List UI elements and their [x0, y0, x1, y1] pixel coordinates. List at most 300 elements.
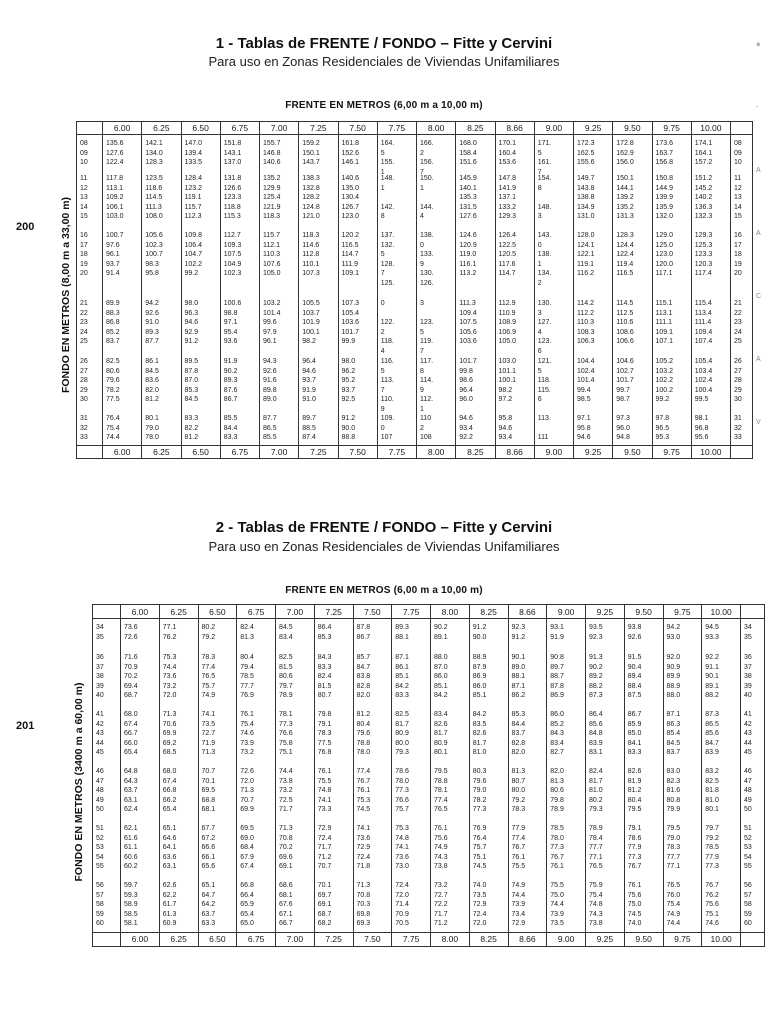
value-group: 142.1 134.0 128.3 — [145, 140, 163, 167]
value-group: 131.8 126.6 123.3 118.8 115.3 — [223, 175, 242, 221]
frente-header-cell: 7.00 — [276, 605, 315, 619]
value-group: 87.8 86.7 — [356, 624, 371, 641]
value-group: 80.2 79.2 — [201, 624, 216, 641]
frente-header-cell: 8.25 — [469, 932, 508, 946]
value-group: 78.5 78.0 77.3 76.7 76.1 — [550, 825, 564, 871]
corner-cell — [77, 122, 103, 135]
frente-header-cell: 7.75 — [392, 605, 431, 619]
frente-header-cell: 7.50 — [338, 122, 377, 135]
value-group: 110 2 108 — [420, 415, 432, 442]
frente-header-cell: 8.66 — [495, 122, 534, 135]
fondo-group: 08 09 10 — [80, 140, 88, 167]
frente-header-cell: 9.00 — [534, 122, 573, 135]
value-group: 76.7 76.2 75.6 75.1 74.6 — [705, 882, 719, 928]
value-group: 74.4 73.8 73.2 72.5 71.7 — [279, 768, 293, 814]
frente-header-cell: 8.00 — [431, 605, 470, 619]
value-group: 120.2 116.5 114.7 111.9 109.1 — [341, 232, 360, 278]
value-group: 70.1 69.7 69.1 68.7 68.2 — [317, 882, 332, 928]
fondo-group: 56 57 58 59 60 — [744, 882, 752, 928]
value-group: 172.8 162.9 156.0 — [616, 140, 634, 167]
frente-header-cell: 6.50 — [198, 605, 237, 619]
frente-header-cell: 9.00 — [547, 605, 586, 619]
table-body-row — [77, 135, 753, 446]
value-group: 111.3 109.4 107.5 105.6 103.6 — [459, 300, 477, 346]
value-group: 107.3 105.4 103.6 101.7 99.9 — [341, 300, 360, 346]
frente-header-cell: 7.75 — [377, 122, 416, 135]
value-group: 104.6 102.7 101.7 99.7 98.7 — [616, 358, 634, 404]
corner-cell — [731, 122, 753, 135]
value-group: 88.0 87.0 86.0 85.1 84.2 — [434, 654, 448, 700]
frente-header-cell: 7.25 — [314, 932, 353, 946]
fondo-column — [93, 619, 121, 933]
table-1-subtitle: Para uso en Zonas Residenciales de Viviendas Unifamiliares — [208, 54, 560, 69]
frente-header-cell: 9.75 — [652, 122, 691, 135]
value-group: 117.8 113.1 109.2 106.1 103.0 — [106, 175, 124, 221]
value-column — [377, 135, 416, 446]
value-column — [508, 619, 547, 933]
frente-header-cell: 8.66 — [495, 445, 534, 458]
edge-mark: A — [756, 230, 761, 237]
frente-header-cell: 6.00 — [103, 122, 142, 135]
value-group: 82.5 81.7 80.9 80.0 79.3 — [395, 711, 409, 757]
corner-cell — [741, 932, 765, 946]
value-group: 87.7 86.5 85.5 — [263, 415, 277, 442]
value-group: 115.1 113.1 111.1 109.1 107.1 — [655, 300, 674, 346]
frente-header-cell: 7.00 — [260, 122, 299, 135]
frente-header-row — [93, 605, 765, 619]
value-group: 168.0 158.4 151.6 — [459, 140, 477, 167]
value-group: 101.7 99.8 98.6 96.4 96.0 — [459, 358, 477, 404]
value-group: 113. 111 — [537, 415, 551, 442]
value-column — [299, 135, 338, 446]
edge-mark: A — [756, 356, 761, 363]
value-group: 65.1 64.7 64.2 63.7 63.3 — [201, 882, 216, 928]
value-group: 84.5 83.4 — [279, 624, 293, 641]
value-group: 91.2 90.0 — [472, 624, 487, 641]
value-group: 109.8 106.4 104.7 102.2 99.2 — [184, 232, 203, 278]
table-1-title: 1 - Tablas de FRENTE / FONDO – Fitte y Cervini — [215, 35, 553, 52]
frente-header-cell: 9.50 — [613, 445, 652, 458]
value-group: 114.5 112.5 110.6 108.6 106.6 — [616, 300, 634, 346]
value-group: 76.9 76.4 75.7 75.1 74.5 — [472, 825, 487, 871]
value-group: 123.5 118.6 114.5 111.3 108.0 — [145, 175, 163, 221]
value-group: 112.7 109.3 107.5 104.9 102.3 — [223, 232, 242, 278]
value-group: 171. 5 161. 7 — [537, 140, 552, 176]
value-group: 97.3 96.0 94.8 — [616, 415, 630, 442]
value-group: 68.6 68.1 67.6 67.1 66.7 — [279, 882, 293, 928]
fondo-column — [77, 135, 103, 446]
value-group: 91.2 90.0 88.8 — [341, 415, 356, 442]
fondo-column — [731, 135, 753, 446]
value-group: 109. 0 107 — [380, 415, 395, 442]
value-group: 82.5 81.5 80.6 79.7 78.9 — [279, 654, 293, 700]
value-group: 76.1 75.6 74.9 74.3 73.8 — [434, 825, 448, 871]
value-column — [624, 619, 663, 933]
frente-header-cell: 9.75 — [652, 445, 691, 458]
value-group: 138. 0 133. 9 130. 126. — [420, 232, 434, 287]
value-group: 80.3 79.6 79.0 78.2 77.3 — [472, 768, 487, 814]
value-group: 62.1 61.6 61.1 60.6 60.2 — [124, 825, 138, 871]
value-group: 75.9 75.4 74.8 74.3 73.8 — [589, 882, 603, 928]
value-group: 150.1 144.1 139.2 135.2 131.3 — [616, 175, 634, 221]
table-2-subtitle: Para uso en Zonas Residenciales de Viviendas Unifamiliares — [208, 539, 560, 554]
fondo-group: 51 52 53 54 55 — [744, 825, 752, 871]
value-column — [276, 619, 315, 933]
value-group: 74.1 73.5 72.7 71.9 71.3 — [201, 711, 216, 757]
value-group: 129.0 125.0 123.0 120.0 117.1 — [655, 232, 674, 278]
frente-header-cell: 9.75 — [663, 932, 702, 946]
frente-header-cell: 9.25 — [574, 122, 613, 135]
value-group: 74.1 73.6 72.9 72.4 71.8 — [356, 825, 371, 871]
value-group: 71.3 70.8 70.3 69.8 69.3 — [356, 882, 371, 928]
fondo-group: 31 32 33 — [80, 415, 88, 442]
value-group: 76.4 75.4 74.4 — [106, 415, 120, 442]
value-group: 3 123. 5 119. 7 — [420, 300, 434, 355]
value-group: 128.3 124.4 122.4 119.4 116.5 — [616, 232, 634, 278]
frente-header-cell: 9.25 — [586, 932, 625, 946]
table-1-frente-fondo — [76, 121, 753, 459]
value-group: 126.4 122.5 120.5 117.6 114.7 — [498, 232, 517, 278]
value-group: 87.1 86.3 85.4 84.5 83.7 — [666, 711, 681, 757]
frente-header-cell: 6.75 — [220, 445, 259, 458]
value-column — [103, 135, 142, 446]
fondo-group: 51 52 53 54 55 — [96, 825, 104, 871]
frente-header-cell: 9.50 — [613, 122, 652, 135]
value-group: 103.0 101.1 100.1 98.2 97.2 — [498, 358, 517, 404]
frente-header-cell: 10.00 — [702, 932, 741, 946]
value-group: 170.1 160.4 153.6 — [498, 140, 517, 167]
value-group: 94.2 93.0 — [666, 624, 681, 641]
frente-header-cell: 6.00 — [121, 605, 160, 619]
value-group: 148. 1 142. 8 — [380, 175, 395, 221]
frente-header-cell: 6.25 — [159, 932, 198, 946]
value-group: 149.7 143.8 138.8 134.9 131.0 — [577, 175, 595, 221]
frente-header-cell: 6.75 — [220, 122, 259, 135]
value-column — [392, 619, 431, 933]
fondo-group: 34 35 — [744, 624, 752, 641]
value-group: 82.4 81.3 — [240, 624, 254, 641]
frente-header-cell: 9.25 — [574, 445, 613, 458]
fondo-group: 41 42 43 44 45 — [744, 711, 752, 757]
frente-header-cell: 7.25 — [299, 445, 338, 458]
value-group: 96.4 94.6 93.7 91.9 91.0 — [302, 358, 316, 404]
frente-header-cell: 7.50 — [338, 445, 377, 458]
value-group: 150. 1 144. 4 — [420, 175, 434, 221]
value-group: 78.3 77.4 76.5 75.7 74.9 — [201, 654, 216, 700]
frente-header-cell: 10.00 — [691, 445, 730, 458]
value-column — [613, 135, 652, 446]
value-group: 73.2 72.7 72.2 71.7 71.2 — [434, 882, 448, 928]
edge-mark: - — [756, 104, 759, 111]
fondo-group: 36 37 38 39 40 — [96, 654, 104, 700]
value-column — [181, 135, 220, 446]
value-group: 84.2 83.5 82.6 81.7 81.0 — [472, 711, 487, 757]
value-group: 117. 8 114. 9 112. 1 — [420, 358, 434, 413]
frente-header-cell: 7.00 — [260, 445, 299, 458]
value-group: 93.5 92.3 — [589, 624, 603, 641]
fondo-group: 46 47 48 49 50 — [96, 768, 104, 814]
frente-header-cell: 6.25 — [159, 605, 198, 619]
frente-header-cell: 8.66 — [508, 605, 547, 619]
value-group: 97.1 95.8 94.6 — [577, 415, 591, 442]
page-edge-marks — [756, 38, 768, 479]
fondo-group: 08 09 10 — [734, 140, 742, 167]
frente-header-cell: 8.25 — [469, 605, 508, 619]
value-column — [469, 619, 508, 933]
fondo-group: 36 37 38 39 40 — [744, 654, 752, 700]
frente-header-cell: 10.00 — [691, 122, 730, 135]
value-group: 66.8 66.4 65.9 65.4 65.0 — [240, 882, 254, 928]
value-group: 147.8 141.9 137.1 133.2 129.3 — [498, 175, 517, 221]
corner-cell — [93, 605, 121, 619]
frente-header-cell: 9.50 — [624, 605, 663, 619]
table-2-frente-fondo — [92, 604, 765, 947]
value-group: 121. 5 118. 115. 6 — [537, 358, 552, 404]
value-group: 82.5 80.6 79.6 78.2 77.5 — [106, 358, 120, 404]
fondo-group: 21 22 23 24 25 — [734, 300, 742, 346]
value-group: 86.0 85.2 84.3 83.4 82.7 — [550, 711, 564, 757]
value-group: 155.7 146.8 140.6 — [263, 140, 281, 167]
value-group: 74.9 74.4 73.9 73.4 72.9 — [511, 882, 526, 928]
value-group: 135.6 127.6 122.4 — [106, 140, 124, 167]
value-group: 166. 2 156. 7 — [420, 140, 434, 176]
value-group: 78.6 78.0 77.3 76.6 75.7 — [395, 768, 409, 814]
value-group: 78.9 78.4 77.7 77.1 76.5 — [589, 825, 603, 871]
value-group: 124.6 120.9 119.0 116.1 113.2 — [459, 232, 477, 278]
value-group: 78.1 77.3 76.6 75.8 75.1 — [279, 711, 293, 757]
frente-header-cell: 6.00 — [103, 445, 142, 458]
frente-header-cell: 8.00 — [431, 932, 470, 946]
value-group: 98.0 96.3 94.6 92.9 91.2 — [184, 300, 199, 346]
frente-header-cell: 6.00 — [121, 932, 160, 946]
value-group: 68.0 67.4 66.7 66.0 65.4 — [124, 711, 138, 757]
value-group: 98.0 96.2 95.2 93.7 92.5 — [341, 358, 356, 404]
frente-header-cell: 7.75 — [377, 445, 416, 458]
fondo-group: 46 47 48 49 50 — [744, 768, 752, 814]
value-group: 137. 132. 5 128. 7 125. — [380, 232, 395, 287]
frente-header-cell: 8.66 — [508, 932, 547, 946]
value-group: 104.4 102.4 101.4 99.4 98.5 — [577, 358, 595, 404]
value-column — [220, 135, 259, 446]
value-group: 103.2 101.4 99.6 97.9 96.1 — [263, 300, 281, 346]
table-2-title: 2 - Tablas de FRENTE / FONDO – Fitte y Cervini — [215, 519, 553, 536]
value-group: 164. 5 155. 1 — [380, 140, 395, 176]
value-group: 62.6 62.2 61.7 61.3 60.9 — [162, 882, 177, 928]
frente-header-cell: 7.50 — [353, 932, 392, 946]
value-group: 85.3 84.4 83.7 82.8 82.0 — [511, 711, 526, 757]
value-group: 128.4 123.2 119.1 115.7 112.3 — [184, 175, 203, 221]
value-group: 97.8 96.5 95.3 — [655, 415, 670, 442]
value-group: 116. 5 113. 7 110. 9 — [380, 358, 394, 413]
frente-header-cell: 8.25 — [456, 122, 495, 135]
value-group: 91.5 90.4 89.4 88.4 87.5 — [627, 654, 642, 700]
frente-header-cell: 9.00 — [534, 445, 573, 458]
frente-footer-row — [93, 932, 765, 946]
value-group: 71.3 70.8 70.2 69.6 69.1 — [279, 825, 293, 871]
value-group: 72.6 72.0 71.3 70.7 69.9 — [240, 768, 254, 814]
value-group: 75.3 74.8 74.1 73.6 73.0 — [395, 825, 409, 871]
value-group: 79.5 79.0 78.3 77.7 77.1 — [666, 825, 681, 871]
frente-header-cell: 9.25 — [586, 605, 625, 619]
table-body-row — [93, 619, 765, 933]
value-group: 98.1 96.8 95.6 — [694, 415, 709, 442]
value-group: 172.3 162.5 155.6 — [577, 140, 595, 167]
value-column — [456, 135, 495, 446]
value-column — [260, 135, 299, 446]
value-group: 105.5 103.7 101.9 100.1 98.2 — [302, 300, 320, 346]
value-group: 159.2 150.1 143.7 — [302, 140, 320, 167]
corner-cell — [731, 445, 753, 458]
value-column — [353, 619, 392, 933]
value-group: 88.9 87.9 86.9 86.0 85.1 — [472, 654, 487, 700]
value-group: 83.0 82.3 81.6 80.8 79.9 — [666, 768, 681, 814]
value-group: 80.1 79.0 78.0 — [145, 415, 159, 442]
value-group: 89.7 88.5 87.4 — [302, 415, 316, 442]
value-group: 71.3 70.6 69.9 69.2 68.5 — [162, 711, 177, 757]
value-group: 94.5 93.3 — [705, 624, 719, 641]
value-column — [431, 619, 470, 933]
table-1-fondo-label: FONDO EN METROS (8,00 m a 33,00 m) — [60, 196, 72, 394]
fondo-group: 11 12 13 14 15 — [734, 175, 742, 221]
fondo-group: 26 27 28 29 30 — [734, 358, 742, 404]
corner-cell — [93, 932, 121, 946]
value-group: 94.2 92.6 91.0 89.3 87.7 — [145, 300, 159, 346]
value-group: 86.4 85.6 84.8 83.9 83.1 — [589, 711, 603, 757]
value-group: 77.4 76.7 76.1 75.3 74.5 — [356, 768, 371, 814]
value-group: 154. 8 148. 3 — [537, 175, 552, 221]
value-group: 82.0 81.3 80.6 79.8 78.9 — [550, 768, 564, 814]
value-group: 59.7 59.3 58.9 58.5 58.1 — [124, 882, 138, 928]
value-group: 92.2 91.1 90.1 89.1 88.2 — [705, 654, 719, 700]
edge-mark: V — [756, 419, 761, 426]
value-group: 79.5 78.8 78.1 77.4 76.5 — [434, 768, 448, 814]
frente-header-cell: 6.50 — [181, 122, 220, 135]
value-group: 129.3 125.3 123.3 120.3 117.4 — [694, 232, 713, 278]
value-group: 68.0 67.4 66.8 66.2 65.4 — [162, 768, 177, 814]
value-group: 77.9 77.4 76.7 76.1 75.5 — [511, 825, 526, 871]
value-group: 105.6 102.3 100.7 98.3 95.8 — [145, 232, 163, 278]
value-group: 100.7 97.6 96.1 93.7 91.4 — [106, 232, 124, 278]
value-column — [495, 135, 534, 446]
value-group: 112.9 110.9 108.9 106.9 105.0 — [498, 300, 517, 346]
frente-header-cell: 6.75 — [237, 605, 276, 619]
value-column — [417, 135, 456, 446]
frente-header-cell: 6.50 — [198, 932, 237, 946]
value-column — [663, 619, 702, 933]
frente-header-cell: 6.25 — [142, 122, 181, 135]
value-group: 79.1 78.6 77.9 77.3 76.7 — [627, 825, 642, 871]
fondo-group: 11 12 13 14 15 — [80, 175, 88, 221]
fondo-group: 41 42 43 44 45 — [96, 711, 104, 757]
value-group: 173.6 163.7 156.8 — [655, 140, 674, 167]
value-group: 80.4 79.4 78.5 77.7 76.9 — [240, 654, 254, 700]
value-column — [702, 619, 741, 933]
frente-header-cell: 7.25 — [314, 605, 353, 619]
value-column — [574, 135, 613, 446]
value-group: 86.1 84.5 83.6 82.0 81.2 — [145, 358, 159, 404]
value-group: 83.3 82.2 81.2 — [184, 415, 199, 442]
value-column — [159, 619, 198, 933]
fondo-group: 34 35 — [96, 624, 104, 641]
value-column — [314, 619, 353, 933]
value-group: 90.1 89.0 88.1 87.1 86.2 — [511, 654, 526, 700]
fondo-column — [741, 619, 765, 933]
value-group: 79.8 79.1 78.3 77.5 76.8 — [317, 711, 332, 757]
value-group: 76.1 75.4 74.6 73.9 73.2 — [240, 711, 254, 757]
value-group: 64.8 64.3 63.7 63.1 62.4 — [124, 768, 138, 814]
value-column — [691, 135, 730, 446]
value-group: 76.1 75.6 75.0 74.5 74.0 — [627, 882, 642, 928]
table-1-frente-label: FRENTE EN METROS (6,00 m a 10,00 m) — [285, 100, 483, 111]
value-group: 76.5 76.0 75.4 74.9 74.4 — [666, 882, 681, 928]
value-group: 86.7 85.9 85.0 84.1 83.3 — [627, 711, 642, 757]
corner-cell — [741, 605, 765, 619]
value-group: 75.3 74.4 73.6 73.2 72.0 — [162, 654, 177, 700]
frente-header-cell: 8.25 — [456, 445, 495, 458]
value-group: 84.3 83.3 82.4 81.5 80.7 — [317, 654, 332, 700]
value-group: 70.7 70.1 69.5 68.8 68.1 — [201, 768, 216, 814]
value-group: 135.2 129.9 125.4 121.9 118.3 — [263, 175, 281, 221]
value-group: 82.4 81.7 81.0 80.2 79.3 — [589, 768, 603, 814]
value-group: 115.7 112.1 110.3 107.6 105.0 — [263, 232, 281, 278]
value-group: 150.8 144.9 139.9 135.9 132.0 — [655, 175, 674, 221]
value-group: 65.1 64.6 64.1 63.6 63.1 — [162, 825, 177, 871]
value-group: 83.2 82.5 81.8 81.0 80.1 — [705, 768, 719, 814]
value-column — [121, 619, 160, 933]
value-group: 115.4 113.4 111.4 109.4 107.4 — [694, 300, 713, 346]
value-group: 85.7 84.7 83.8 82.8 82.0 — [356, 654, 371, 700]
value-group: 69.5 69.0 68.4 67.9 67.4 — [240, 825, 254, 871]
value-group: 93.8 92.6 — [627, 624, 642, 641]
fondo-group: 26 27 28 29 30 — [80, 358, 88, 404]
value-group: 100.6 98.8 97.1 95.4 93.6 — [223, 300, 242, 346]
edge-mark: C — [756, 293, 762, 300]
value-group: 79.7 79.2 78.5 77.9 77.3 — [705, 825, 719, 871]
frente-header-cell: 9.50 — [624, 932, 663, 946]
value-group: 81.3 80.7 80.0 79.2 78.3 — [511, 768, 526, 814]
frente-header-cell: 7.50 — [353, 605, 392, 619]
value-column — [652, 135, 691, 446]
value-column — [338, 135, 377, 446]
value-group: 74.0 73.5 72.9 72.4 72.0 — [472, 882, 487, 928]
value-group: 82.6 81.9 81.2 80.4 79.5 — [627, 768, 642, 814]
value-group: 143. 0 138. 1 134. 2 — [537, 232, 552, 287]
corner-cell — [77, 445, 103, 458]
value-group: 77.1 76.2 — [162, 624, 177, 641]
value-group: 83.4 82.6 81.7 80.9 80.1 — [434, 711, 448, 757]
value-column — [547, 619, 586, 933]
value-group: 94.6 93.4 92.2 — [459, 415, 473, 442]
value-group: 93.1 91.9 — [550, 624, 564, 641]
frente-header-cell: 6.50 — [181, 445, 220, 458]
value-group: 147.0 139.4 133.5 — [184, 140, 203, 167]
value-group: 140.6 135.0 130.4 126.7 123.0 — [341, 175, 360, 221]
value-column — [198, 619, 237, 933]
value-group: 85.5 84.4 83.3 — [223, 415, 238, 442]
value-group: 91.3 90.2 89.2 88.2 87.3 — [589, 654, 603, 700]
frente-header-cell: 8.00 — [417, 122, 456, 135]
value-group: 76.1 75.5 74.8 74.1 73.3 — [317, 768, 332, 814]
value-group: 92.3 91.2 — [511, 624, 526, 641]
frente-header-cell: 9.75 — [663, 605, 702, 619]
page-number-201: 201 — [16, 720, 35, 732]
value-group: 94.3 92.6 91.6 89.8 89.0 — [263, 358, 277, 404]
table-2-fondo-label: FONDO EN METROS (3400 m a 60,00 m) — [73, 682, 85, 882]
frente-header-row — [77, 122, 753, 135]
value-column — [534, 135, 573, 446]
value-group: 128.0 124.1 122.1 119.1 116.2 — [577, 232, 595, 278]
value-group: 81.2 80.4 79.6 78.8 78.0 — [356, 711, 371, 757]
